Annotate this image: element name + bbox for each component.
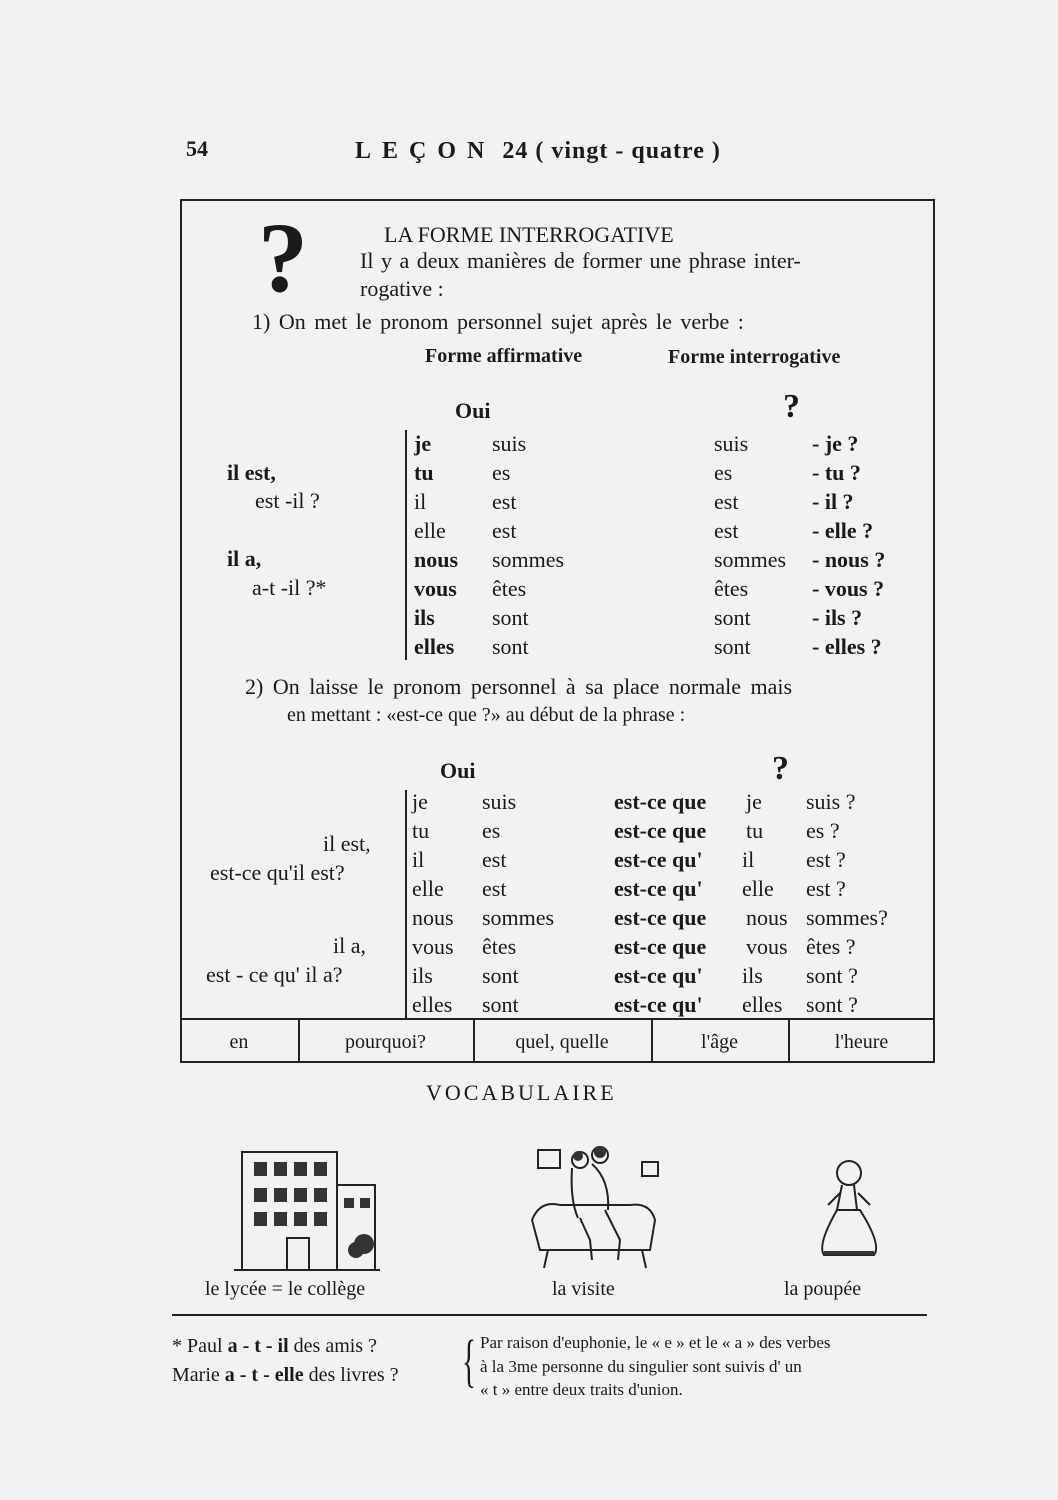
question-pronoun: je bbox=[746, 789, 762, 814]
question-verb: êtes ? bbox=[806, 934, 856, 959]
question-verb: est ? bbox=[806, 876, 846, 901]
question-verb: est ? bbox=[806, 847, 846, 872]
verb: es bbox=[492, 460, 511, 485]
inverted-verb: sommes bbox=[714, 547, 787, 572]
pronoun: tu bbox=[414, 460, 434, 485]
note2-il-a: il a, bbox=[333, 933, 366, 958]
verb: est bbox=[492, 489, 517, 514]
question-verb: sont ? bbox=[806, 963, 858, 988]
est-ce-que-prefix: est-ce que bbox=[614, 905, 707, 930]
question-verb: sont ? bbox=[806, 992, 858, 1017]
note2-est-ce-qu-il-a: est - ce qu' il a? bbox=[206, 962, 343, 987]
verb: sommes bbox=[492, 547, 565, 572]
verb: sommes bbox=[482, 905, 555, 930]
est-ce-que-prefix: est-ce qu' bbox=[614, 876, 703, 901]
note-a-t-il: a-t -il ?* bbox=[252, 575, 327, 600]
verb: suis bbox=[482, 789, 517, 814]
pronoun: elle bbox=[412, 876, 444, 901]
question-pronoun: nous bbox=[746, 905, 788, 930]
question-pronoun: elle bbox=[742, 876, 774, 901]
note2-est-ce-qu-il-est: est-ce qu'il est? bbox=[210, 860, 345, 885]
inverted-pronoun: - je ? bbox=[812, 431, 859, 456]
footnote-brace: { bbox=[462, 1328, 476, 1393]
verb: est bbox=[482, 876, 507, 901]
column-affirmative: Forme affirmative bbox=[425, 345, 583, 367]
verb: suis bbox=[492, 431, 527, 456]
caption-poupee: la poupée bbox=[784, 1278, 862, 1300]
footnote-separator bbox=[172, 1314, 927, 1316]
lesson-title bbox=[355, 138, 721, 165]
caption-lycee: le lycée = le collège bbox=[205, 1278, 366, 1300]
inverted-verb: êtes bbox=[714, 576, 749, 601]
question-pronoun: elles bbox=[742, 992, 783, 1017]
est-ce-que-prefix: est-ce qu' bbox=[614, 992, 703, 1017]
inverted-verb: est bbox=[714, 489, 739, 514]
footnote-note-2: à la 3me personne du singulier sont suivis d' un bbox=[480, 1357, 802, 1376]
note-est-il: est -il ? bbox=[255, 488, 320, 513]
lesson-word: LEÇON bbox=[355, 138, 496, 164]
question-verb: suis ? bbox=[806, 789, 856, 814]
est-ce-que-prefix: est-ce qu' bbox=[614, 963, 703, 988]
inverted-pronoun: - elles ? bbox=[812, 634, 882, 659]
pronoun: vous bbox=[414, 576, 457, 601]
lesson-number: 24 bbox=[502, 138, 529, 164]
est-ce-que-prefix: est-ce que bbox=[614, 818, 707, 843]
pronoun: ils bbox=[412, 963, 433, 988]
rule-1: 1) On met le pronom personnel sujet après le verbe : bbox=[252, 309, 744, 334]
lesson-subtitle: ( vingt - quatre ) bbox=[535, 138, 721, 164]
question-pronoun: il bbox=[742, 847, 755, 872]
pronoun: je bbox=[414, 431, 432, 456]
inverted-pronoun: - ils ? bbox=[812, 605, 863, 630]
verb: es bbox=[482, 818, 501, 843]
divider-line-1 bbox=[405, 430, 407, 660]
footnote-ex1-object: des amis ? bbox=[293, 1335, 377, 1357]
note2-il-est: il est, bbox=[323, 831, 371, 856]
footnote-ex1-verb: a - t - il bbox=[227, 1335, 289, 1357]
rule-2-line-1: 2) On laisse le pronom personnel à sa place normale mais bbox=[245, 674, 793, 699]
pronoun: il bbox=[414, 489, 427, 514]
question-verb: sommes? bbox=[806, 905, 888, 930]
question-pronoun: vous bbox=[746, 934, 788, 959]
footnote-note-1: Par raison d'euphonie, le « e » et le « a » des verbes bbox=[480, 1333, 831, 1352]
oui-label-1: Oui bbox=[455, 398, 491, 423]
rule-2-line-2: en mettant : «est-ce que ?» au début de la phrase : bbox=[287, 704, 686, 726]
column-interrogative: Forme interrogative bbox=[668, 346, 841, 368]
pronoun: nous bbox=[414, 547, 459, 572]
verb: sont bbox=[482, 992, 519, 1017]
pronoun: elles bbox=[414, 634, 455, 659]
verb: sont bbox=[492, 634, 529, 659]
inverted-pronoun: - il ? bbox=[812, 489, 854, 514]
section-title: LA FORME INTERROGATIVE bbox=[384, 222, 674, 247]
caption-visite: la visite bbox=[552, 1278, 615, 1300]
pronoun: elles bbox=[412, 992, 453, 1017]
intro-line-1: Il y a deux manières de former une phrase inter- bbox=[360, 248, 801, 273]
question-mark-2: ? bbox=[772, 750, 789, 787]
doll-illustration bbox=[812, 1155, 887, 1265]
pronoun: vous bbox=[412, 934, 454, 959]
question-pronoun: tu bbox=[746, 818, 764, 843]
inverted-verb: sont bbox=[714, 605, 751, 630]
footnote-example-2 bbox=[172, 1364, 399, 1387]
footnote-ex1-subject: * Paul bbox=[172, 1335, 223, 1357]
inverted-verb: sont bbox=[714, 634, 751, 659]
verb: est bbox=[492, 518, 517, 543]
vocabulaire-title: VOCABULAIRE bbox=[426, 1080, 617, 1105]
inverted-verb: suis bbox=[714, 431, 749, 456]
oui-label-2: Oui bbox=[440, 758, 476, 783]
est-ce-que-prefix: est-ce que bbox=[614, 789, 707, 814]
footnote-note-3: « t » entre deux traits d'union. bbox=[480, 1380, 683, 1399]
school-building-illustration bbox=[232, 1140, 382, 1275]
intro-line-2: rogative : bbox=[360, 276, 444, 301]
inverted-pronoun: - elle ? bbox=[812, 518, 874, 543]
question-pronoun: ils bbox=[742, 963, 763, 988]
note-il-a: il a, bbox=[227, 546, 262, 571]
visit-illustration bbox=[520, 1140, 665, 1275]
vocab-word: l'heure bbox=[834, 1031, 889, 1053]
verb: est bbox=[482, 847, 507, 872]
vocab-word: en bbox=[229, 1031, 249, 1053]
inverted-pronoun: - tu ? bbox=[812, 460, 861, 485]
question-mark-icon: ? bbox=[258, 202, 308, 313]
vocab-word: l'âge bbox=[701, 1031, 738, 1053]
footnote-ex2-object: des livres ? bbox=[308, 1364, 399, 1386]
question-verb: es ? bbox=[806, 818, 840, 843]
vocab-word: quel, quelle bbox=[515, 1031, 609, 1053]
verb: êtes bbox=[492, 576, 527, 601]
inverted-verb: es bbox=[714, 460, 733, 485]
verb: sont bbox=[492, 605, 529, 630]
page-number: 54 bbox=[186, 136, 208, 161]
inverted-pronoun: - nous ? bbox=[812, 547, 886, 572]
verb: sont bbox=[482, 963, 519, 988]
note-il-est: il est, bbox=[227, 460, 276, 485]
pronoun: nous bbox=[412, 905, 454, 930]
pronoun: ils bbox=[414, 605, 435, 630]
pronoun: il bbox=[412, 847, 425, 872]
verb: êtes bbox=[482, 934, 517, 959]
footnote-ex2-subject: Marie bbox=[172, 1364, 220, 1386]
est-ce-que-prefix: est-ce que bbox=[614, 934, 707, 959]
footnote-example-1 bbox=[172, 1335, 377, 1358]
inverted-verb: est bbox=[714, 518, 739, 543]
pronoun: je bbox=[412, 789, 428, 814]
vocab-word: pourquoi? bbox=[344, 1031, 427, 1053]
est-ce-que-prefix: est-ce qu' bbox=[614, 847, 703, 872]
footnote-ex2-verb: a - t - elle bbox=[224, 1364, 304, 1386]
inverted-pronoun: - vous ? bbox=[812, 576, 885, 601]
pronoun: elle bbox=[414, 518, 446, 543]
question-mark-1: ? bbox=[783, 388, 800, 425]
pronoun: tu bbox=[412, 818, 430, 843]
divider-line-2 bbox=[405, 790, 407, 1018]
